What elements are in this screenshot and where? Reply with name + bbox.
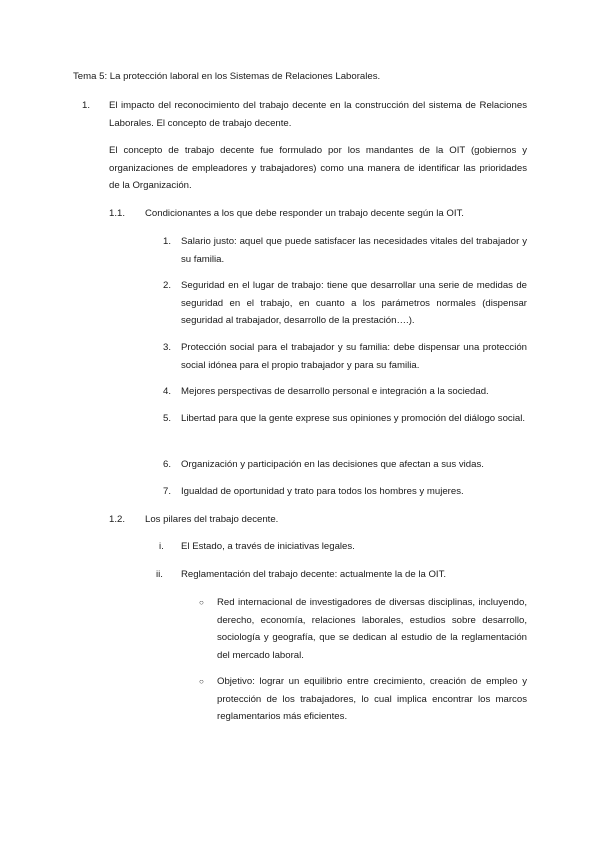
list-item-number: 3. xyxy=(163,342,172,353)
bullet-item: Red internacional de investigadores de diversas disciplinas, incluyendo, derecho, economía, relaciones laborales, estudios sobre desarrollo, sociología y geografía, que se dedican al estudio de la reglamentación del mercado laboral. xyxy=(217,597,527,661)
list-item: Organización y participación en las decisiones que afectan a sus vidas. xyxy=(181,459,484,470)
list-item: Mejores perspectivas de desarrollo personal e integración a la sociedad. xyxy=(181,386,489,397)
list-item-number: 7. xyxy=(163,486,172,497)
list-item: Reglamentación del trabajo decente: actualmente la de la OIT. xyxy=(181,569,447,580)
list-item: Seguridad en el lugar de trabajo: tiene que desarrollar una serie de medidas de seguridad en el trabajo, en cuanto a los parámetros normales (dispensar seguridad al trabajador, desarrollo de la prestación….). xyxy=(181,280,527,326)
list-item-number: 2. xyxy=(163,280,172,291)
circle-bullet-icon: ○ xyxy=(199,677,204,686)
list-item-number: ii. xyxy=(156,569,163,580)
subsection-heading: Condicionantes a los que debe responder un trabajo decente según la OIT. xyxy=(145,208,464,219)
list-item: Protección social para el trabajador y su familia: debe dispensar una protección social idónea para el propio trabajador y para su familia. xyxy=(181,342,527,371)
list-item: Igualdad de oportunidad y trato para todos los hombres y mujeres. xyxy=(181,486,464,497)
intro-paragraph: El concepto de trabajo decente fue formulado por los mandantes de la OIT (gobiernos y organizaciones de empleadores y trabajadores) como una manera de identificar las prioridades de la Organización. xyxy=(109,145,527,191)
list-item: Salario justo: aquel que puede satisfacer las necesidades vitales del trabajador y su familia. xyxy=(181,236,527,265)
subsection-number: 1.2. xyxy=(109,514,126,525)
list-item: El Estado, a través de iniciativas legales. xyxy=(181,541,355,552)
list-item-number: 1. xyxy=(163,236,172,247)
list-item-number: i. xyxy=(159,541,164,552)
section-number: 1. xyxy=(82,100,91,111)
section-heading: El impacto del reconocimiento del trabajo decente en la construcción del sistema de Relaciones Laborales. El concepto de trabajo decente. xyxy=(109,100,527,129)
list-item-number: 4. xyxy=(163,386,172,397)
list-item-number: 6. xyxy=(163,459,172,470)
subsection-number: 1.1. xyxy=(109,208,126,219)
bullet-item: Objetivo: lograr un equilibrio entre crecimiento, creación de empleo y protección de los trabajadores, lo cual implica encontrar los marcos reglamentarios más eficientes. xyxy=(217,676,527,722)
document-title: Tema 5: La protección laboral en los Sistemas de Relaciones Laborales. xyxy=(73,71,381,82)
list-item: Libertad para que la gente exprese sus opiniones y promoción del diálogo social. xyxy=(181,413,525,424)
list-item-number: 5. xyxy=(163,413,172,424)
subsection-heading: Los pilares del trabajo decente. xyxy=(145,514,279,525)
circle-bullet-icon: ○ xyxy=(199,598,204,607)
